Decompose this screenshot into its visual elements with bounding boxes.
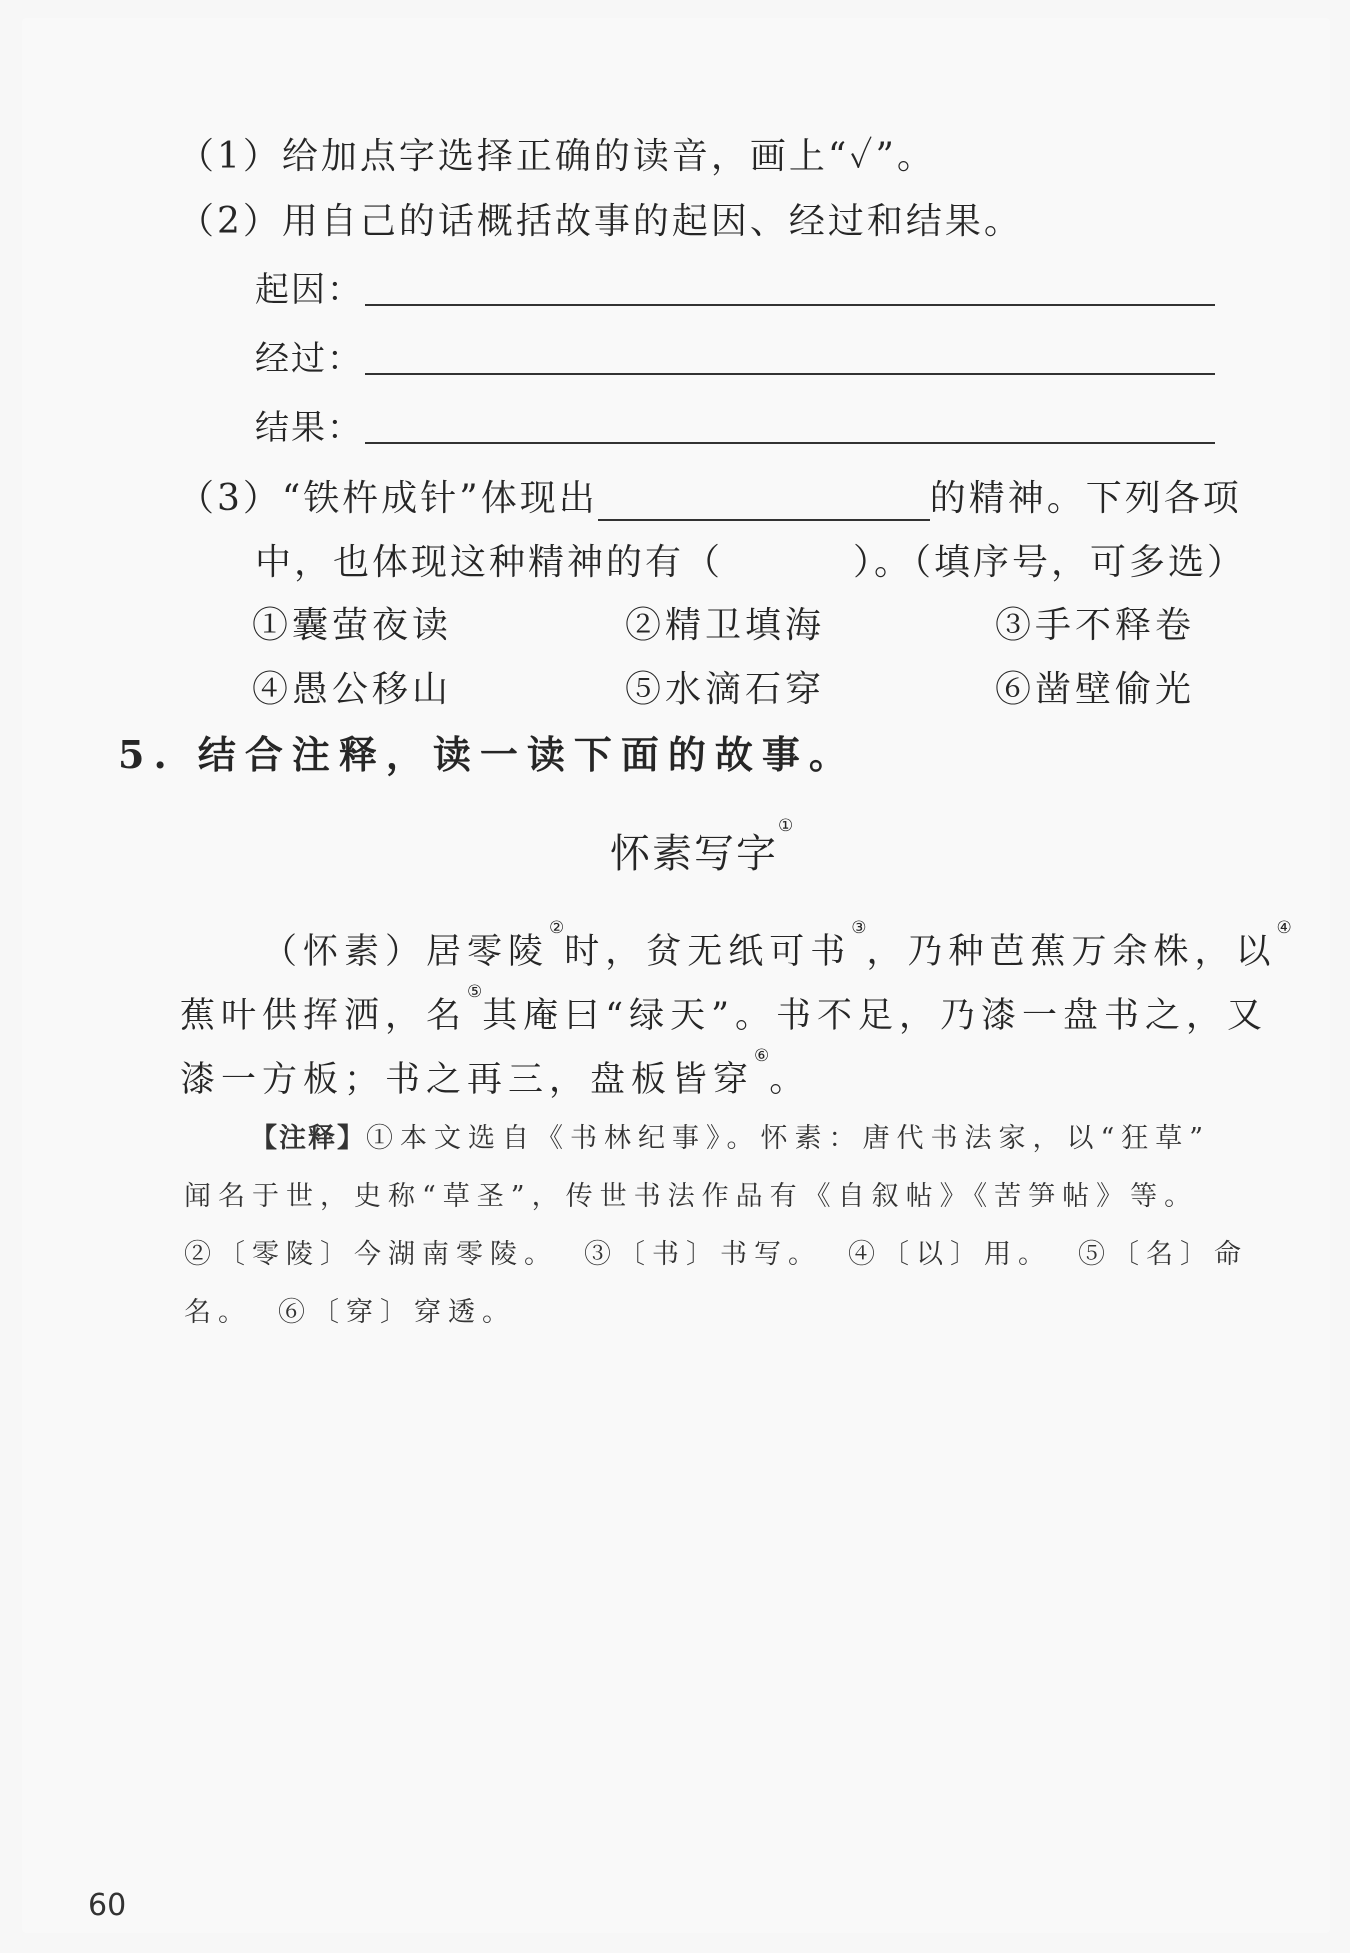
page-number: 60: [88, 1888, 127, 1923]
story-title: [610, 816, 794, 879]
story-text: 其庵曰“绿天”。书不足，乃漆一盘书之，又: [482, 996, 1269, 1036]
note-item: ④〔以〕用。: [848, 1239, 1052, 1270]
cause-label: 起因：: [255, 270, 363, 310]
option-5: ⑤水滴石穿: [625, 669, 826, 710]
sub-question-3-text-d: ）。（填序号，可多选）: [853, 542, 1247, 583]
footnote-mark-2: ②: [549, 918, 565, 938]
sub-question-2: （2）用自己的话概括故事的起因、经过和结果。: [178, 201, 1023, 242]
result-label: 结果：: [255, 408, 363, 448]
sub-question-3: [178, 470, 1242, 521]
sub-question-1: （1）给加点字选择正确的读音，画上“✓”。: [178, 136, 936, 177]
note-item: ②〔零陵〕今湖南零陵。: [184, 1239, 558, 1270]
option-6: ⑥凿壁偷光: [995, 669, 1196, 710]
process-label: 经过：: [255, 339, 363, 379]
notes-heading: 【注释】: [250, 1123, 366, 1154]
option-3: ③手不释卷: [995, 605, 1196, 646]
footnote-mark-3: ③: [851, 918, 867, 938]
notes-text: ①本文选自《书林纪事》。怀素：唐代书法家，以“狂草”: [366, 1123, 1211, 1154]
sub-question-3-line2: [255, 534, 1246, 585]
story-text: 漆一方板；书之再三，盘板皆穿: [180, 1060, 755, 1100]
result-row: [255, 400, 1215, 450]
story-line-1: [262, 918, 1302, 974]
option-4: ④愚公移山: [252, 669, 453, 710]
story-text: ，乃种芭蕉万余株，以: [866, 932, 1277, 972]
process-answer-line[interactable]: [365, 373, 1215, 375]
cause-answer-line[interactable]: [365, 304, 1215, 306]
option-2: ②精卫填海: [625, 605, 826, 646]
note-item: 名。: [184, 1297, 252, 1328]
sub-question-3-text-c: 中，也体现这种精神的有（: [255, 542, 724, 583]
footnote-mark-1: ①: [778, 816, 794, 836]
story-title-text: 怀素写字: [610, 831, 778, 877]
option-1: ①囊萤夜读: [252, 605, 453, 646]
story-text: 。: [769, 1060, 811, 1100]
story-line-3: [180, 1046, 1220, 1102]
story-text: 时，贫无纸可书: [564, 932, 852, 972]
notes-line-3: [184, 1232, 1248, 1271]
process-row: [255, 331, 1215, 381]
footnote-mark-5: ⑤: [467, 982, 483, 1002]
footnote-mark-4: ④: [1276, 918, 1292, 938]
note-item: ⑥〔穿〕穿透。: [278, 1297, 516, 1328]
sub-question-3-text-b: 的精神。下列各项: [929, 478, 1242, 519]
spirit-blank[interactable]: [598, 483, 930, 521]
result-answer-line[interactable]: [365, 442, 1215, 444]
story-text: 蕉叶供挥洒，名: [180, 996, 468, 1036]
note-item: ③〔书〕书写。: [584, 1239, 822, 1270]
notes-line-2: 闻名于世，史称“草圣”，传世书法作品有《自叙帖》《苦笋帖》等。: [184, 1181, 1199, 1212]
notes-line-4: [184, 1290, 1224, 1329]
footnote-mark-6: ⑥: [754, 1046, 770, 1066]
story-text: （怀素）居零陵: [262, 932, 550, 972]
story-line-2: [180, 982, 1269, 1038]
cause-row: [255, 262, 1215, 312]
note-item: ⑤〔名〕命: [1078, 1239, 1248, 1270]
sub-question-3-text-a: （3）“铁杵成针”体现出: [178, 478, 598, 519]
question-5-title: 5. 结合注释，读一读下面的故事。: [118, 732, 856, 777]
notes-line-1: [250, 1116, 1290, 1155]
